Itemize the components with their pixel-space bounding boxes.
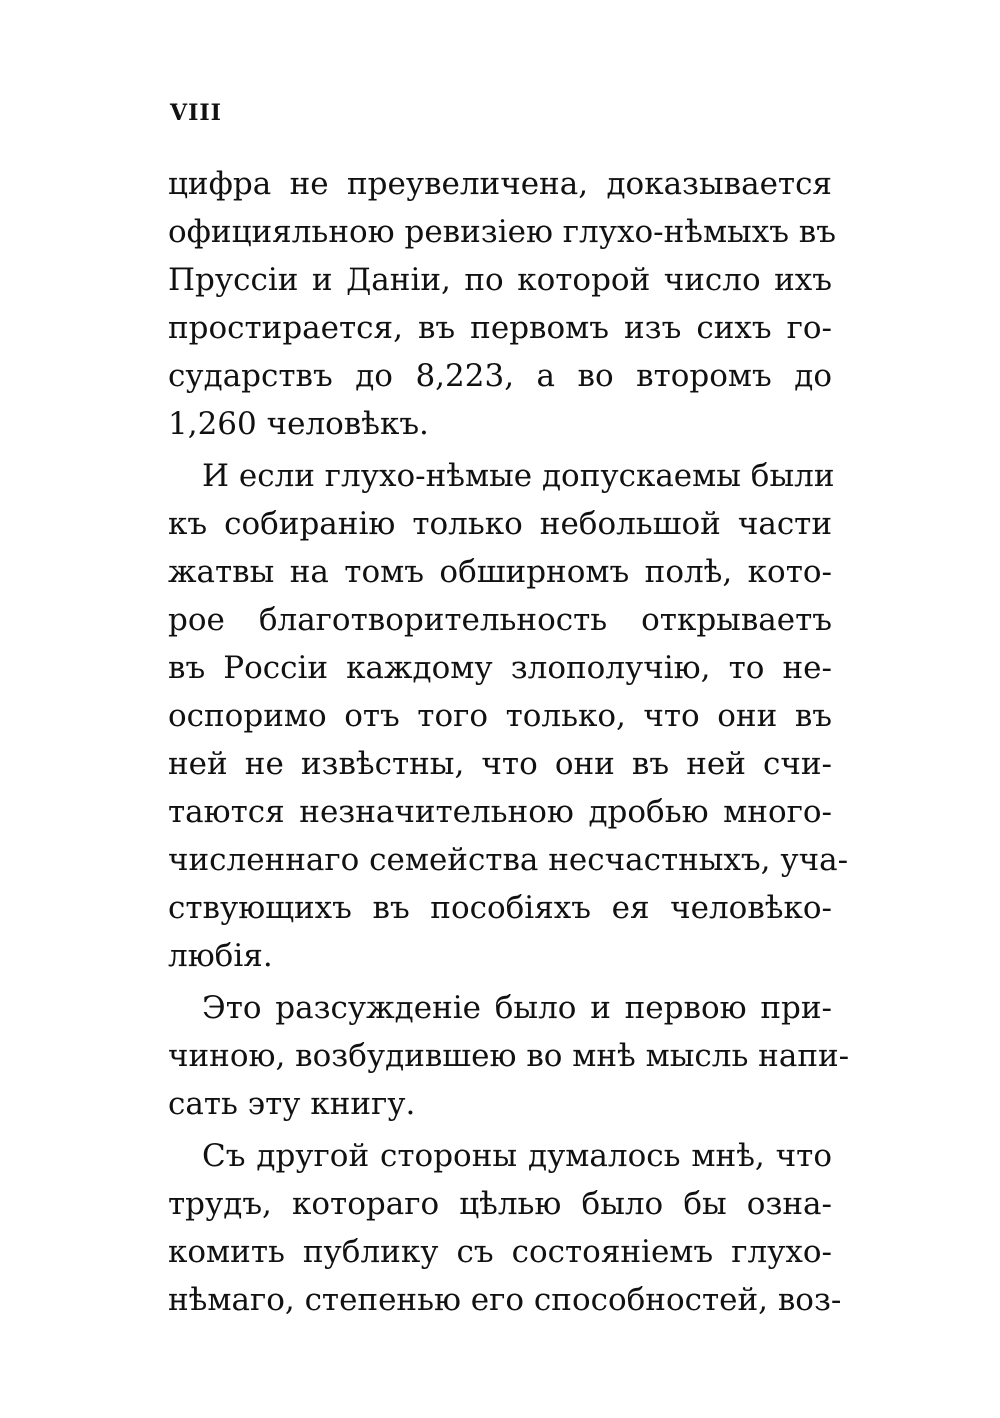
text-line: рое благотворительность открываетъ [168, 602, 832, 638]
text-line: Съ другой стороны думалось мнѣ, что [202, 1138, 832, 1174]
text-line: цифра не преувеличена, доказывается [168, 166, 832, 202]
text-line: сать эту книгу. [168, 1086, 416, 1122]
text-line: любiя. [168, 938, 273, 974]
text-line: нѣмаго, степенью его способностей, воз- [168, 1282, 842, 1318]
text-line: къ собиранiю только небольшой части [168, 506, 832, 542]
text-line: И если глухо-нѣмые допускаемы были [202, 458, 835, 494]
paragraph-2 [168, 452, 849, 980]
text-line: Пруссiи и Данiи, по которой число ихъ [168, 262, 832, 298]
text-line: оспоримо отъ того только, что они въ [168, 698, 832, 734]
text-line: трудъ, котораго цѣлью было бы озна- [168, 1186, 832, 1222]
text-line: численнаго семейства несчастныхъ, уча- [168, 842, 849, 878]
text-line: 1,260 человѣкъ. [168, 406, 429, 442]
paragraph-3 [168, 984, 850, 1128]
text-line: Это разсужденiе было и первою при- [202, 990, 832, 1026]
text-line: комить публику съ состоянiемъ глухо- [168, 1234, 832, 1270]
text-line: въ Россiи каждому злополучiю, то не- [168, 650, 832, 686]
body-text [168, 160, 850, 1324]
paragraph-4 [168, 1132, 842, 1324]
text-line: ствующихъ въ пособiяхъ ея человѣко- [168, 890, 832, 926]
text-line: простирается, въ первомъ изъ сихъ го- [168, 310, 832, 346]
text-line: жатвы на томъ обширномъ полѣ, кото- [168, 554, 832, 590]
paragraph-1 [168, 160, 836, 448]
page-number: VIII [170, 100, 222, 126]
text-line: официяльною ревизiею глухо-нѣмыхъ въ [168, 214, 836, 250]
text-line: сударствъ до 8,223, а во второмъ до [168, 358, 832, 394]
text-line: ней не извѣстны, что они въ ней счи- [168, 746, 832, 782]
text-line: таются незначительною дробью много- [168, 794, 832, 830]
text-line: чиною, возбудившею во мнѣ мысль напи- [168, 1038, 850, 1074]
